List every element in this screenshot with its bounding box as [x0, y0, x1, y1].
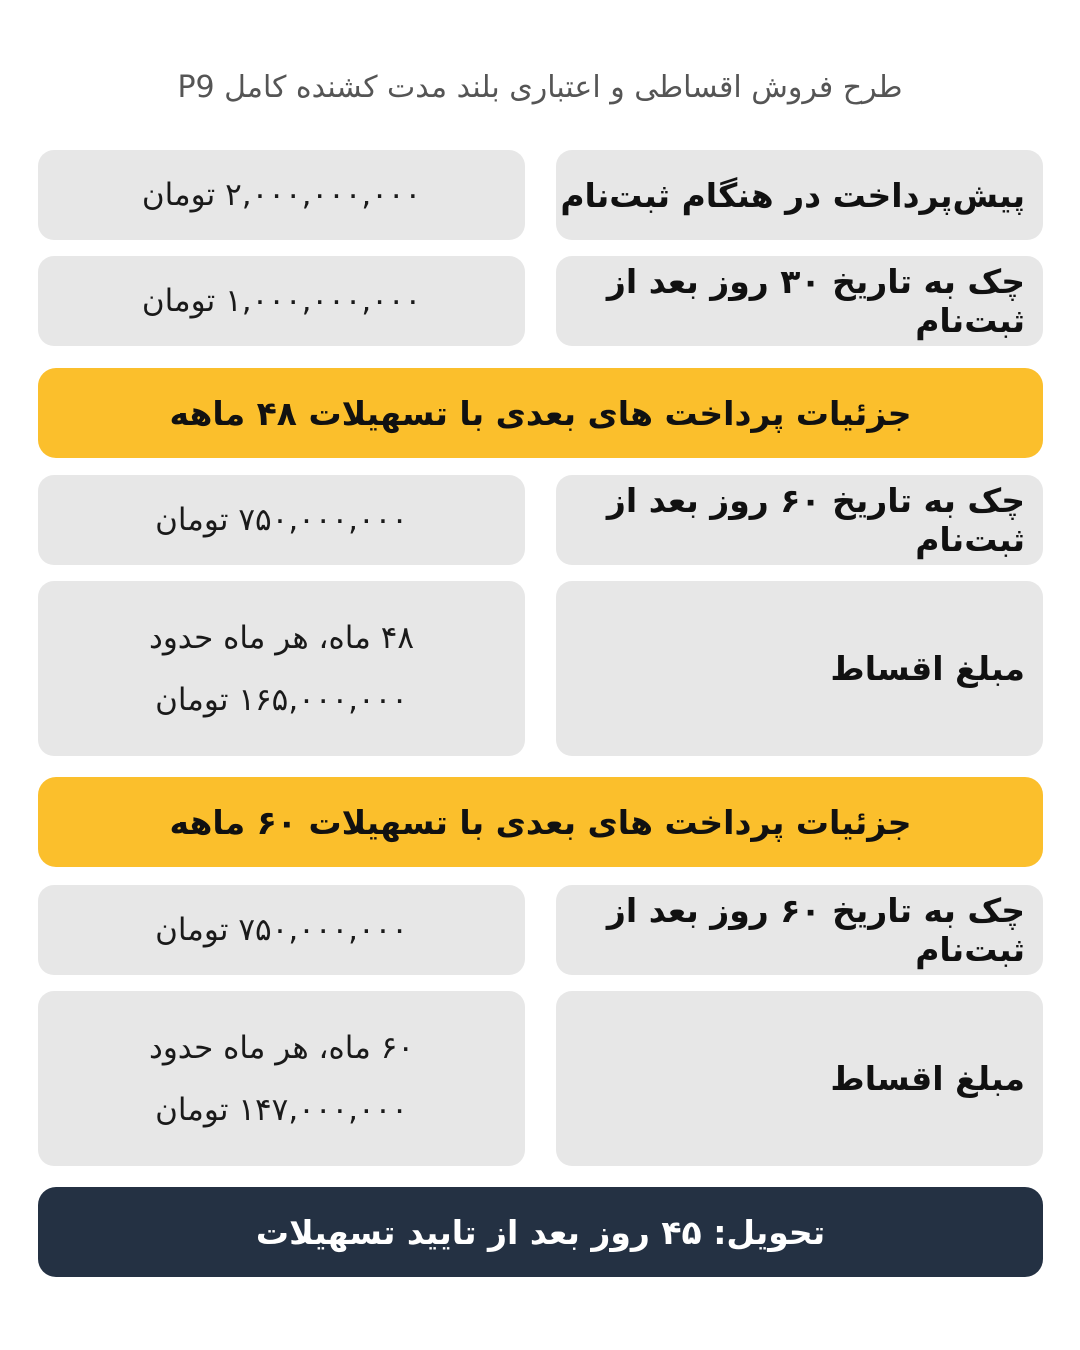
plan-48-installment-value-card [38, 581, 525, 756]
check-30-label: چک به تاریخ ۳۰ روز بعد از ثبت‌نام [606, 262, 1025, 340]
plan-48-installment-label: مبلغ اقساط [830, 649, 1025, 688]
plan-60-banner [38, 777, 1043, 867]
check-30-value: ۱,۰۰۰,۰۰۰,۰۰۰ تومان [141, 283, 422, 319]
plan-48-check-label-card [556, 475, 1043, 565]
plan-60-check-label-card [556, 885, 1043, 975]
plan-48-check-value: ۷۵۰,۰۰۰,۰۰۰ تومان [155, 502, 408, 538]
delivery-text: تحویل: ۴۵ روز بعد از تایید تسهیلات [255, 1212, 826, 1252]
plan-48-installment-label-card [556, 581, 1043, 756]
plan-60-banner-text: جزئیات پرداخت های بعدی با تسهیلات ۶۰ ماهه [169, 802, 912, 842]
delivery-banner [38, 1187, 1043, 1277]
plan-48-check-label: چک به تاریخ ۶۰ روز بعد از ثبت‌نام [606, 481, 1025, 559]
plan-60-check-label: چک به تاریخ ۶۰ روز بعد از ثبت‌نام [606, 891, 1025, 969]
plan-48-installment-line2: ۱۶۵,۰۰۰,۰۰۰ تومان [155, 681, 408, 718]
prepayment-label-card [556, 150, 1043, 240]
plan-60-installment-line2: ۱۴۷,۰۰۰,۰۰۰ تومان [155, 1091, 408, 1128]
prepayment-label: پیش‌پرداخت در هنگام ثبت‌نام [560, 175, 1025, 215]
prepayment-value-card [38, 150, 525, 240]
plan-48-check-value-card [38, 475, 525, 565]
prepayment-value: ۲,۰۰۰,۰۰۰,۰۰۰ تومان [141, 177, 422, 213]
plan-48-banner-text: جزئیات پرداخت های بعدی با تسهیلات ۴۸ ماهه [169, 393, 912, 433]
plan-60-installment-label-card [556, 991, 1043, 1166]
plan-60-installment-value-card [38, 991, 525, 1166]
plan-60-installment-label: مبلغ اقساط [830, 1059, 1025, 1098]
check-30-label-card [556, 256, 1043, 346]
plan-60-check-value: ۷۵۰,۰۰۰,۰۰۰ تومان [155, 912, 408, 948]
plan-60-check-value-card [38, 885, 525, 975]
plan-48-banner [38, 368, 1043, 458]
check-30-value-card [38, 256, 525, 346]
plan-60-installment-line1: ۶۰ ماه، هر ماه حدود [149, 1029, 414, 1066]
page-title: طرح فروش اقساطی و اعتباری بلند مدت کشنده کامل P9 [177, 70, 903, 105]
plan-48-installment-line1: ۴۸ ماه، هر ماه حدود [149, 619, 414, 656]
